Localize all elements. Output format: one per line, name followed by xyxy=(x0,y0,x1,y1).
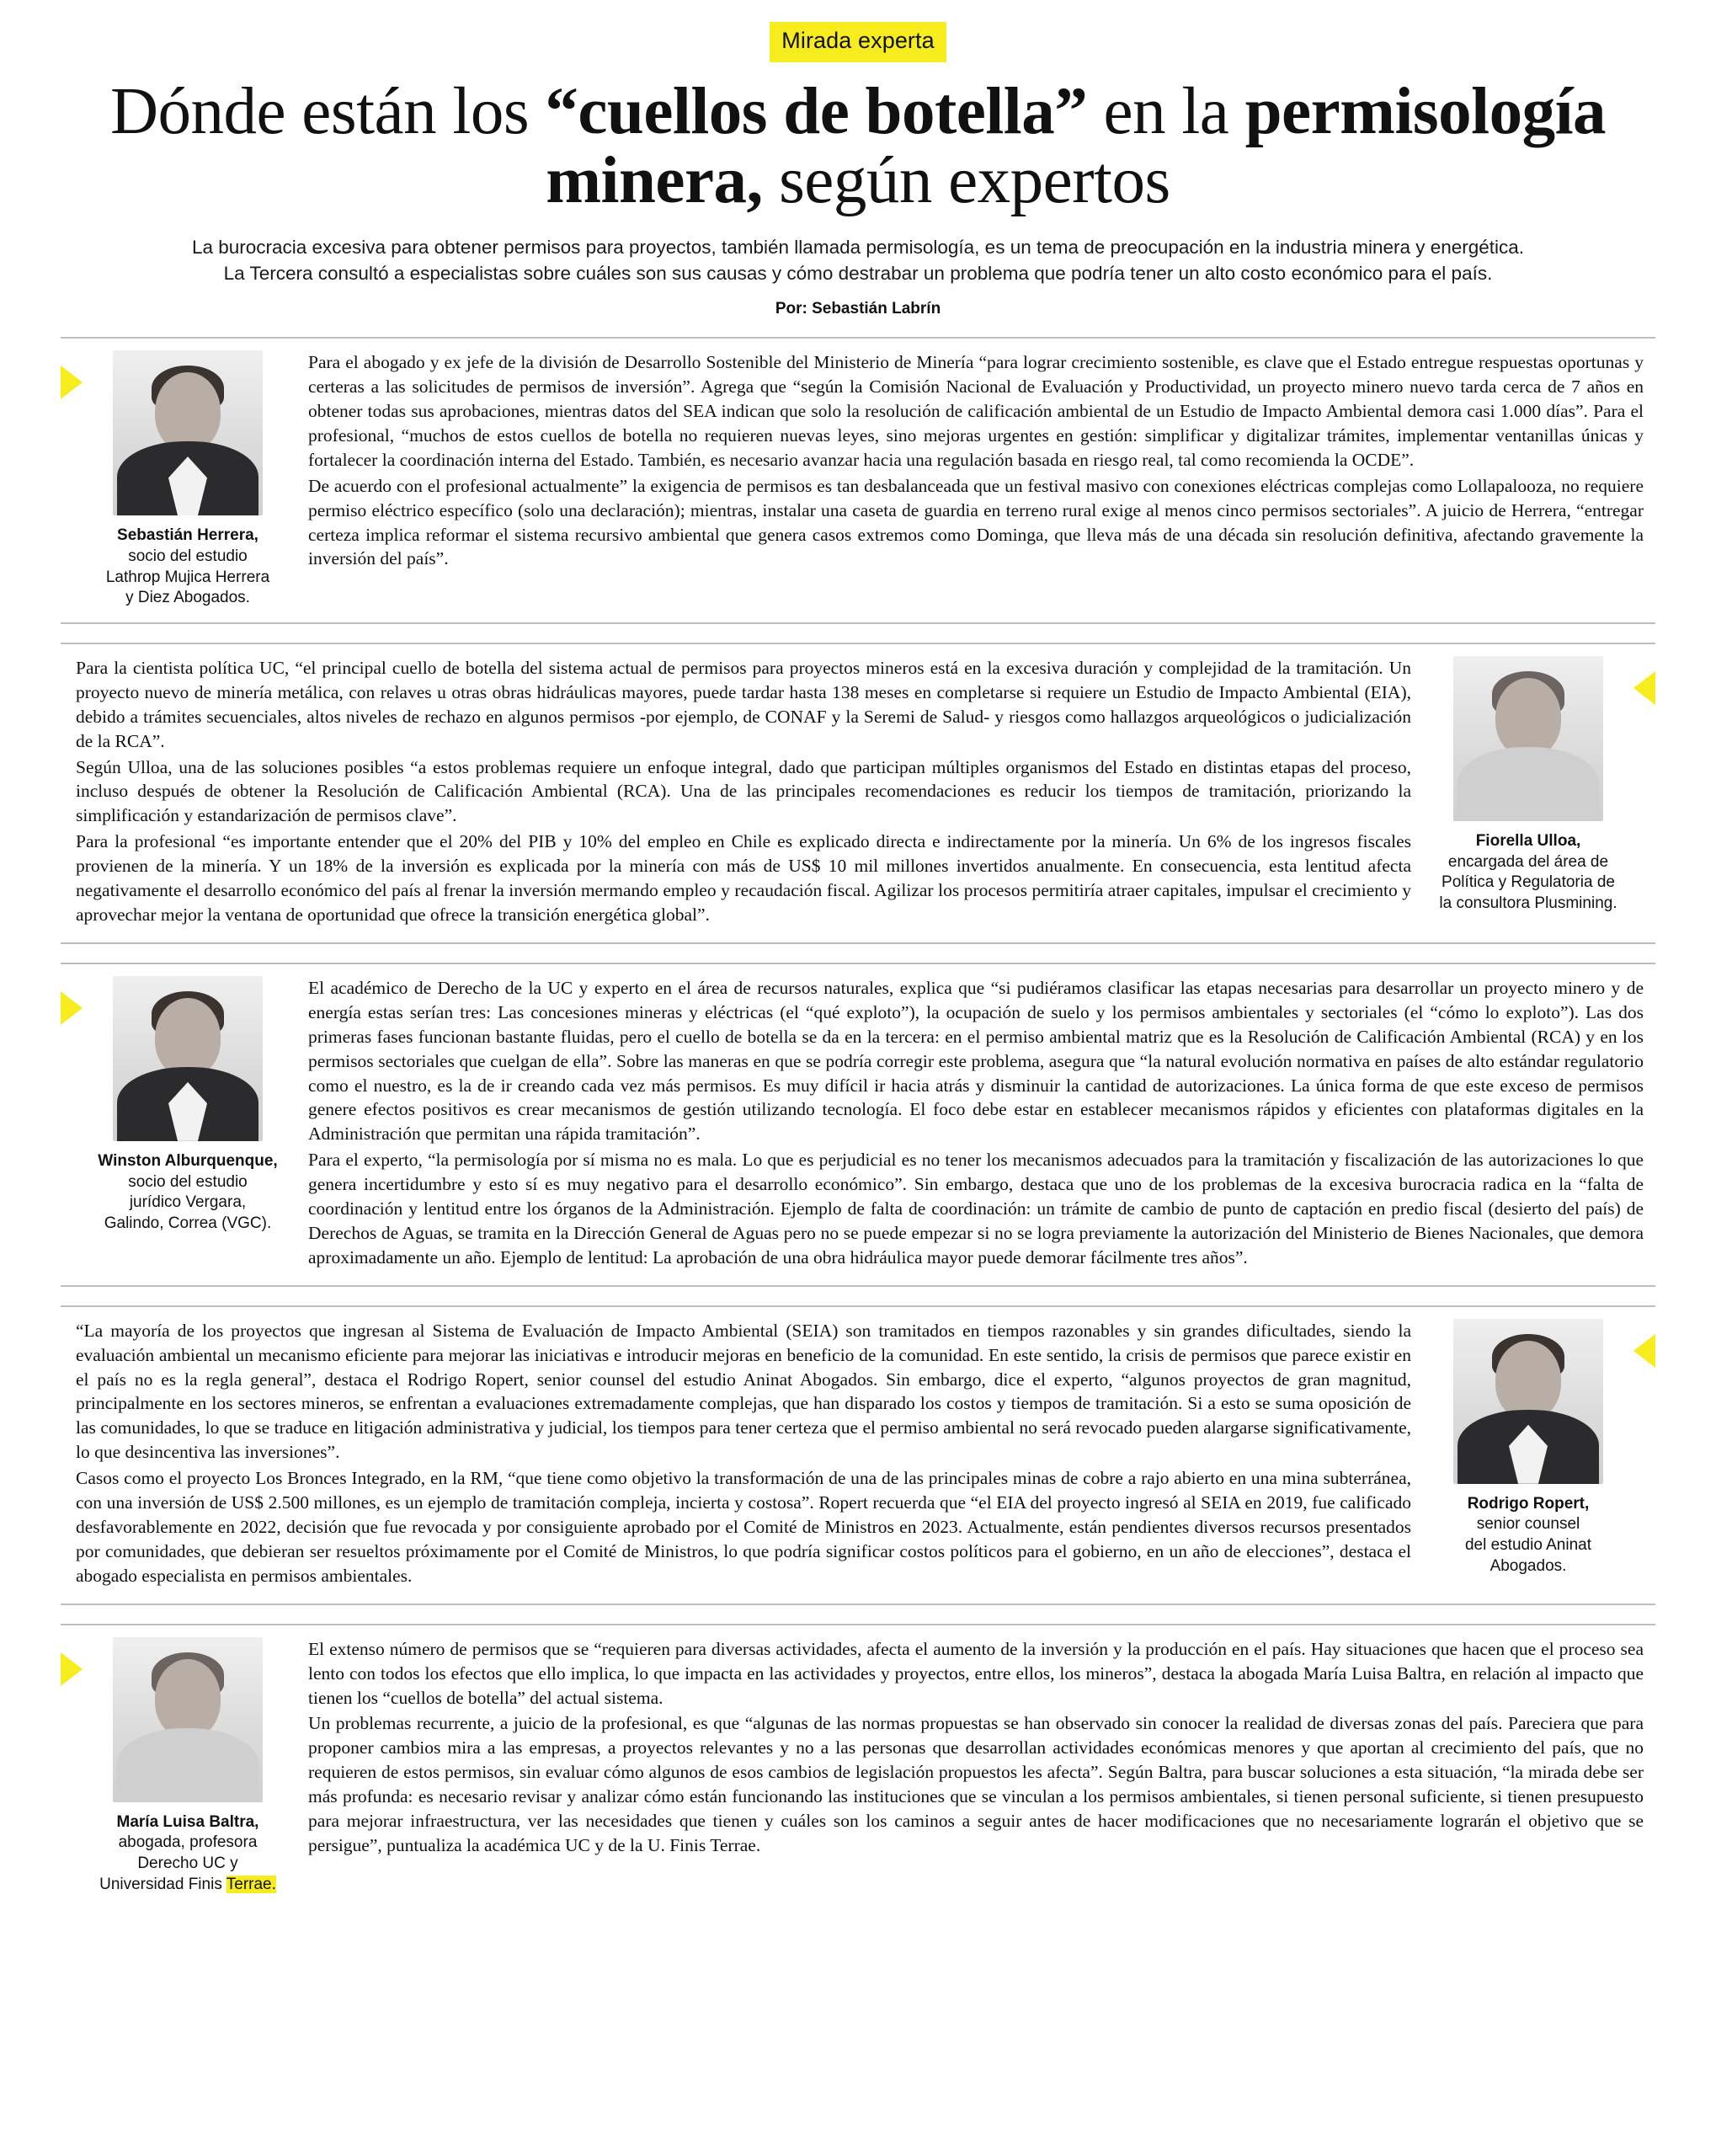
expert-role-line-1: senior counsel xyxy=(1476,1515,1580,1534)
headline-bold-1: “cuellos de botella” xyxy=(545,74,1088,148)
paragraph: Para el experto, “la permisología por sí misma no es mala. Lo que es perjudicial es no tener los mecanismos adecuados para la tramitación y fiscalización de las autorizaciones lo que genera incertidumbre y esto sí es muy negativo para el desarrollo económico”. Sin embargo, destaca que uno de los problemas de la excesiva burocracia radica en la “falta de coordinación y lentitud entre los órganos de la Administración. Ejemplo de falta de coordinación: un trámite de cambio de punto de captación en predio fiscal (desierto del país) de Derechos de Aguas, se tramita en la Dirección General de Aguas pero no se puede empezar si no se logra previamente la autorización del Ministerio de Bienes Nacionales, que demora aproximadamente un año. Ejemplo de lentitud: La aprobación de una obra hidráulica mayor puede demorar fácilmente tres años”. xyxy=(308,1150,1644,1267)
paragraph-text: Un problemas recurrente, a juicio de la profesional, es que “algunas de las normas propuestas se han observado sin conocer la realidad de diversas zonas del país. Pareciera que para proponer cambios mira a las empresas, a proyectos relevantes y no a las personas que desarrollan actividades económicas menores y que aportan al crecimiento del país, que no requieren de estos permisos, sin evaluar cómo algunos de esos cambios de legislación propuestos les afecta”. Según Baltra, para buscar soluciones a esta situación, “la mirada debe ser más profunda: es necesario revisar y analizar cómo están funcionando las instituciones que se vinculan a los permisos ambientales, si tienen personal suficiente, si tienen presupuesto para mejorar infraestructura, ver las necesidades que tienen y cuáles son los caminos a seguir antes de hacer modificaciones que no necesariamente lograrán el objetivo que se persigue”, puntualiza la académica UC y de la xyxy=(308,1713,1644,1855)
paragraph xyxy=(308,1711,1644,1857)
expert-role-line-3-pre: Universidad Finis xyxy=(99,1875,226,1893)
expert-text-ropert xyxy=(61,1319,1423,1590)
avatar xyxy=(113,976,263,1141)
expert-text-herrera xyxy=(293,350,1655,609)
expert-text-baltra xyxy=(293,1637,1655,1896)
expert-role-line-3: y Diez Abogados. xyxy=(125,589,250,607)
expert-role-line-1: socio del estudio xyxy=(128,1172,248,1191)
paragraph: Según Ulloa, una de las soluciones posibles “a estos problemas requiere un enfoque integral, dado que participan múltiples organismos del Estado en distintas etapas del proceso, incluso después de obtener la Resolución de Calificación Ambiental (RCA). Una de las principales recomendaciones es reducir los tiempos de tramitación, priorizando la simplificación y estandarización de permisos clave”. xyxy=(76,756,1411,826)
expert-name: Winston Alburquenque, xyxy=(98,1151,278,1170)
kicker-container xyxy=(0,0,1716,62)
expert-role-line-3 xyxy=(99,1875,276,1896)
expert-profile-ulloa xyxy=(1423,656,1633,929)
paragraph: Para el abogado y ex jefe de la división de Desarrollo Sostenible del Ministerio de Minería “para lograr crecimiento sostenible, es clave que el Estado entregue respuestas oportunas y certeras a las solicitudes de permisos de inversión”. Agrega que “según la Comisión Nacional de Evaluación y Productividad, un proyecto minero nuevo tarda cerca de 7 años en obtener todas sus aprobaciones, mientras datos del SEA indican que solo la resolución de calificación ambiental de un Estudio de Impacto Ambiental demora casi 1.000 días”. Para el profesional, “muchos de estos cuellos de botella no requieren nuevas leyes, sino mejoras urgentes en gestión: simplificar y digitalizar trámites, implementar ventanillas únicas y fortalecer la coordinación interna del Estado. También, es necesario avanzar hacia una regulación basada en riesgo real, tal como recomienda la OCDE”. xyxy=(308,352,1644,470)
expert-block-alburquenque xyxy=(61,963,1655,1287)
expert-role-line-3: la consultora Plusmining. xyxy=(1439,894,1617,912)
page-title xyxy=(51,74,1665,217)
expert-profile-baltra xyxy=(83,1637,293,1896)
paragraph: Casos como el proyecto Los Bronces Integrado, en la RM, “que tiene como objetivo la transformación de una de las principales minas de cobre a rajo abierto en una mina subterránea, con una inversión de US$ 2.500 millones, es un ejemplo de tramitación compleja, incierta y costosa”. Ropert recuerda que “el EIA del proyecto ingresó al SEIA en 2019, fue calificado desfavorablemente en 2022, decisión que fue revocada y por consiguiente aprobado por el Comité de Ministros en 2023. Actualmente, están pendientes diversos recursos presentados por comunidades, que debieran ser resueltos próximamente por el Comité de Ministros, lo que podría significar costos políticos para el gobierno, en un año de elecciones”, destaca el abogado especialista en permisos ambientales. xyxy=(76,1468,1411,1586)
expert-caption xyxy=(106,526,269,609)
paragraph-highlight: U. Finis Terrae. xyxy=(647,1834,761,1855)
yellow-arrow-icon xyxy=(61,991,83,1025)
yellow-arrow-icon xyxy=(61,366,83,399)
expert-caption xyxy=(1439,831,1617,915)
avatar xyxy=(113,1637,263,1802)
expert-role-line-1: socio del estudio xyxy=(128,547,248,565)
paragraph: “La mayoría de los proyectos que ingresan al Sistema de Evaluación de Impacto Ambiental (SEIA) son tramitados en tiempos razonables y sin grandes dificultades, siendo la evaluación ambiental un mecanismo eficiente para mejorar las iniciativas e introducir mejoras en beneficio de la comunidad. En este sentido, la crisis de permisos que parece existir en el país no es la regla general”, destaca el Rodrigo Ropert, senior counsel del estudio Aninat Abogados. Sin embargo, dice el experto, “algunos proyectos de gran magnitud, principalmente en los sectores mineros, se enfrentan a evaluaciones extremadamente complejas, que han disparado los costos y tiempos de tramitación. Si a esto se suma oposición de las comunidades, lo que se traduce en litigación administrativa y judicial, los tiempos para tener certeza que el permiso ambiental no será revocado pueden alargarse significativamente, lo que desincentiva las inversiones”. xyxy=(76,1320,1411,1463)
paragraph: El académico de Derecho de la UC y experto en el área de recursos naturales, explica que “si pudiéramos clasificar las etapas necesarias para desarrollar un proyecto minero y de energía estas serían tres: Las concesiones mineras y eléctricas (el “qué exploto”), la ocupación de suelo y los permisos ambientales y sectoriales (el “cómo lo exploto”). Las dos primeras fases funcionan bastante fluidas, pero el cuello de botella se da en la tercera: en el permiso ambiental matriz que es la Resolución de Calificación Ambiental (RCA) y en los permisos sectoriales que cuelgan de ella”. Sobre las maneras en que se podría corregir este problema, asegura que “la natural evolución normativa en países de alto estándar regulatorio como el nuestro, es la de ir creando cada vez más permisos. Es muy difícil ir hacia atrás y disminuir la cantidad de autorizaciones. La única forma de que este exceso de permisos genere efectos positivos es crear mecanismos de gestión utilizando tecnología. El foco debe estar en establecer mecanismos rápidos y eficientes con plataformas digitales en la Administración que permitan una rápida tramitación”. xyxy=(308,977,1644,1145)
yellow-arrow-icon xyxy=(1633,1334,1655,1368)
expert-profile-alburquenque xyxy=(83,976,293,1272)
expert-name: María Luisa Baltra, xyxy=(116,1812,259,1831)
expert-name: Rodrigo Ropert, xyxy=(1467,1494,1590,1513)
expert-block-herrera xyxy=(61,337,1655,624)
expert-role-line-2: jurídico Vergara, xyxy=(129,1193,247,1212)
expert-text-alburquenque xyxy=(293,976,1655,1272)
expert-caption xyxy=(99,1812,276,1896)
deck-line-2: La Tercera consultó a especialistas sobre cuáles son sus causas y cómo destrabar un problema que podría tener un alto costo económico para el país. xyxy=(223,263,1493,285)
expert-caption xyxy=(1465,1494,1591,1577)
expert-role-line-1: abogada, profesora xyxy=(118,1833,258,1852)
expert-profile-ropert xyxy=(1423,1319,1633,1590)
paragraph: Para la profesional “es importante entender que el 20% del PIB y 10% del empleo en Chile es explicado directa e indirectamente por la minería. Un 6% de los ingresos fiscales provienen de la minería. Y un 18% de la inversión es explicada por la minería con más de US$ 10 mil millones invertidos anualmente. En consecuencia, esta lentitud afecta negativamente el desarrollo económico del país al frenar la inversión mermando empleo y recaudación fiscal. Agilizar los procesos permitiría atraer capitales, impulsar el crecimiento y aprovechar mejor la ventana de oportunidad que ofrece la transición energética global”. xyxy=(76,831,1411,925)
expert-name: Sebastián Herrera, xyxy=(117,526,258,545)
expert-role-line-2: Política y Regulatoria de xyxy=(1442,873,1615,892)
expert-block-ropert xyxy=(61,1305,1655,1605)
expert-role-highlight: Terrae. xyxy=(226,1875,276,1893)
paragraph: Para la cientista política UC, “el principal cuello de botella del sistema actual de permisos para proyectos mineros está en la excesiva duración y complejidad de la tramitación. Un proyecto nuevo de minería metálica, con relaves u otras obras hidráulicas mayores, puede tardar hasta 138 meses en completarse si requiere un Estudio de Impacto Ambiental (EIA), debido a trámites secuenciales, altos niveles de rechazo en algunos permisos -por ejemplo, de CONAF y la Seremi de Salud- y riesgos como hallazgos arqueológicos o judicialización de la RCA”. xyxy=(76,657,1411,751)
expert-role-line-1: encargada del área de xyxy=(1447,852,1609,871)
expert-profile-herrera xyxy=(83,350,293,609)
paragraph: El extenso número de permisos que se “requieren para diversas actividades, afecta el aumento de la inversión y la producción en el país. Hay situaciones que hacen que el proceso sea lento con todos los efectos que ello implica, lo que impacta en las actividades y proyectos, entre ellos, los mineros”, destaca la abogada María Luisa Baltra, en relación al impacto que tienen los “cuellos de botella” del actual sistema. xyxy=(308,1638,1644,1708)
byline: Por: Sebastián Labrín xyxy=(775,300,941,318)
expert-role-line-2: del estudio Aninat xyxy=(1464,1536,1591,1555)
headline-part-2: en la xyxy=(1087,74,1245,148)
expert-role-line-3: Abogados. xyxy=(1490,1556,1567,1575)
expert-role-line-2: Lathrop Mujica Herrera xyxy=(105,568,270,586)
paragraph: De acuerdo con el profesional actualmente” la exigencia de permisos es tan desbalanceada que un festival masivo con conexiones eléctricas complejas como Lollapalooza, no requiere permiso eléctrico específico (solo una declaración); mientras, instalar una caseta de guardia en terreno rural exige al menos cinco permisos sectoriales”. A juicio de Herrera, “entregar certeza implica reformar el sistema recursivo ambiental que genera casos extremos como Dominga, que lleva más de una década sin resolución definitiva, afectando gravemente la inversión del país”. xyxy=(308,475,1644,569)
headline-bold-2: permisología minera, xyxy=(546,74,1607,217)
article-deck xyxy=(93,234,1623,286)
expert-caption xyxy=(98,1151,277,1235)
headline-part-3: según expertos xyxy=(762,143,1170,217)
expert-text-ulloa xyxy=(61,656,1423,929)
avatar xyxy=(1453,1319,1603,1484)
expert-name: Fiorella Ulloa, xyxy=(1475,831,1581,850)
yellow-arrow-icon xyxy=(61,1652,83,1686)
yellow-arrow-icon xyxy=(1633,671,1655,705)
headline-part-1: Dónde están los xyxy=(109,74,546,148)
deck-line-1: La burocracia excesiva para obtener permisos para proyectos, también llamada permisología, es un tema de preocupación en la industria minera y energética. xyxy=(191,237,1525,259)
expert-block-baltra xyxy=(61,1624,1655,1909)
expert-block-ulloa xyxy=(61,643,1655,944)
avatar xyxy=(1453,656,1603,821)
avatar xyxy=(113,350,263,515)
expert-role-line-3: Galindo, Correa (VGC). xyxy=(104,1214,272,1232)
expert-role-line-2: Derecho UC y xyxy=(137,1854,238,1873)
kicker-badge: Mirada experta xyxy=(770,22,946,62)
